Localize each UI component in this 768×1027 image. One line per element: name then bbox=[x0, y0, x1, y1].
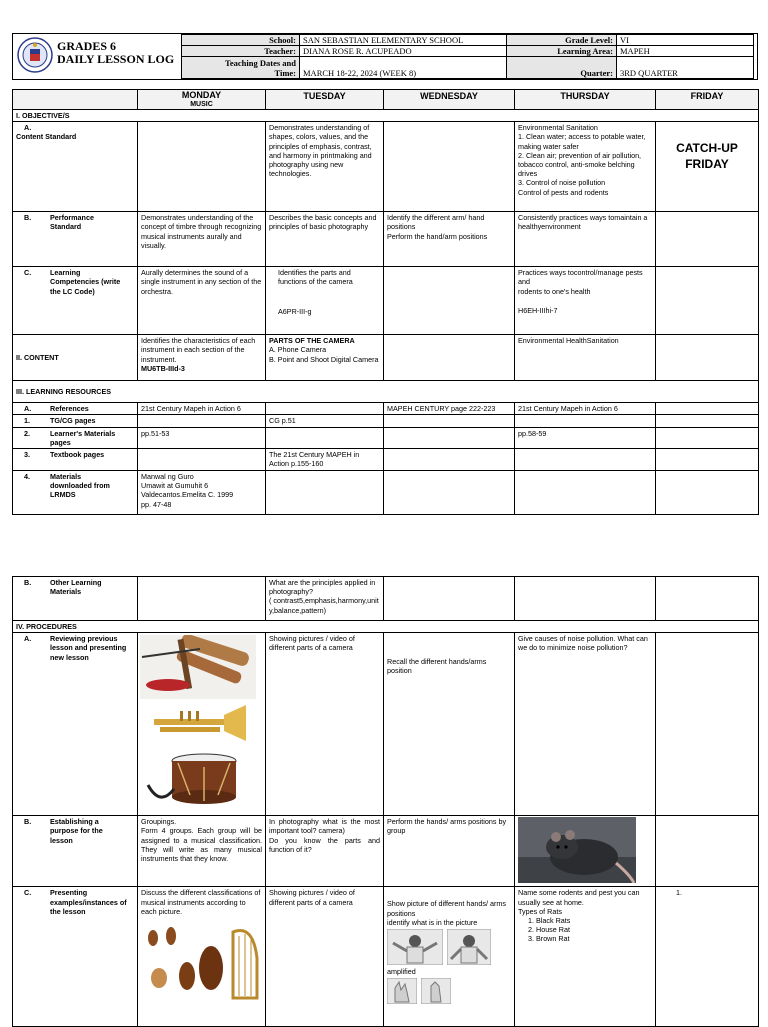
row-letter: C. bbox=[24, 888, 32, 898]
performance-standard-label bbox=[13, 212, 138, 267]
lm-wed bbox=[384, 427, 515, 448]
row-label: Reviewing previous lesson and presenting new lesson bbox=[50, 634, 127, 662]
lm-thu: pp.58-59 bbox=[515, 427, 656, 448]
lesson-log-header bbox=[12, 33, 758, 80]
competency-tue-text: Identifies the parts and functions of the camera bbox=[278, 268, 353, 287]
competency-fri bbox=[656, 267, 759, 335]
presenting-mon bbox=[138, 887, 266, 1027]
row-letter: B. bbox=[24, 817, 32, 827]
lesson-grid-page2 bbox=[12, 576, 759, 1027]
presenting-wed-amplified: amplified bbox=[387, 967, 416, 977]
lrmds-wed bbox=[384, 471, 515, 515]
lm-tue bbox=[266, 427, 384, 448]
hand-position-photos bbox=[387, 929, 511, 965]
rat-type-item: 3. Brown Rat bbox=[536, 934, 652, 943]
row-number: 4. bbox=[24, 472, 30, 482]
review-tue: Showing pictures / video of different parts of a camera bbox=[266, 633, 384, 816]
tg-fri bbox=[656, 415, 759, 427]
content-tue bbox=[266, 335, 384, 381]
row-label: Learner's Materials pages bbox=[50, 428, 116, 447]
purpose-label bbox=[13, 816, 138, 887]
grade-label: Grade Level: bbox=[507, 35, 617, 46]
content-section: II. CONTENT bbox=[13, 335, 138, 381]
performance-wed: Identify the different arm/ hand positions Perform the hand/arm positions bbox=[384, 212, 515, 267]
textbook-thu bbox=[515, 449, 656, 471]
teacher-value: DIANA ROSE R. ACUPEADO bbox=[300, 46, 507, 57]
procedures-section: IV. PROCEDURES bbox=[13, 621, 759, 633]
presenting-thu bbox=[515, 887, 656, 1027]
hand-position-photo-1 bbox=[387, 929, 443, 965]
content-wed bbox=[384, 335, 515, 381]
row-label: Textbook pages bbox=[50, 450, 105, 460]
content-tue-title: PARTS OF THE CAMERA bbox=[269, 336, 355, 346]
tg-thu bbox=[515, 415, 656, 427]
lm-mon: pp.51-53 bbox=[138, 427, 266, 448]
lrmds-mon: Manwal ng Guro Umawit at Gumuhit 6 Valdecantos.Emelita C. 1999 pp. 47-48 bbox=[138, 471, 266, 515]
row-letter: A. bbox=[24, 634, 32, 644]
other-wed bbox=[384, 577, 515, 621]
quarter-value: 3RD QUARTER bbox=[617, 57, 754, 79]
tuesday-header: TUESDAY bbox=[266, 90, 384, 110]
dates-label-line2: Time: bbox=[274, 68, 296, 78]
rat-type-item: 2. House Rat bbox=[536, 925, 652, 934]
row-label: Other Learning Materials bbox=[50, 578, 102, 597]
row-letter: A. bbox=[24, 404, 32, 414]
review-thu: Give causes of noise pollution. What can we do to minimize noise pollution? bbox=[515, 633, 656, 816]
content-mon-text: Identifies the characteristics of each instrument in each section of the instrument. bbox=[141, 336, 256, 364]
tg-wed bbox=[384, 415, 515, 427]
performance-fri bbox=[656, 212, 759, 267]
thursday-header: THURSDAY bbox=[515, 90, 656, 110]
grade-value: VI bbox=[617, 35, 754, 46]
rat-photo-image bbox=[518, 817, 636, 883]
row-letter: A. bbox=[24, 123, 32, 133]
hand-position-photo-2 bbox=[447, 929, 491, 965]
content-standard-tue: Demonstrates understanding of shapes, colors, values, and the principles of emphasis, contrast, and harmony in printmaking and photography using new technologies. bbox=[266, 122, 384, 212]
references-fri bbox=[656, 403, 759, 415]
purpose-wed: Perform the hands/ arms positions by group bbox=[384, 816, 515, 887]
lm-fri bbox=[656, 427, 759, 448]
school-value: SAN SEBASTIAN ELEMENTARY SCHOOL bbox=[300, 35, 507, 46]
competency-thu-text: Practices ways tocontrol/manage pests and rodents to one's health bbox=[518, 268, 643, 296]
textbook-mon bbox=[138, 449, 266, 471]
monday-label: MONDAY bbox=[181, 90, 222, 100]
lrmds-fri bbox=[656, 471, 759, 515]
presenting-wed-text: Show picture of different hands/ arms positions identify what is in the picture bbox=[387, 899, 506, 927]
competency-wed bbox=[384, 267, 515, 335]
content-standard-mon bbox=[138, 122, 266, 212]
deped-seal-icon bbox=[17, 37, 53, 73]
row-label: Performance Standard bbox=[50, 213, 94, 232]
other-thu bbox=[515, 577, 656, 621]
content-standard-wed bbox=[384, 122, 515, 212]
references-mon: 21st Century Mapeh in Action 6 bbox=[138, 403, 266, 415]
content-fri bbox=[656, 335, 759, 381]
amplified-hand-photo-2 bbox=[421, 978, 451, 1004]
amplified-hand-photos bbox=[387, 978, 511, 1004]
competency-thu bbox=[515, 267, 656, 335]
drum-image bbox=[140, 749, 256, 809]
review-mon-pictures bbox=[138, 633, 266, 816]
quarter-label: Quarter: bbox=[507, 57, 617, 79]
row-number: 3. bbox=[24, 450, 30, 460]
catch-up-friday: CATCH-UP FRIDAY bbox=[656, 122, 759, 212]
friday-header: FRIDAY bbox=[656, 90, 759, 110]
content-mon-code: MU6TB-IIId-3 bbox=[141, 363, 185, 373]
lesson-grid-page1 bbox=[12, 89, 759, 515]
area-value: MAPEH bbox=[617, 46, 754, 57]
other-materials-label bbox=[13, 577, 138, 621]
learning-competencies-label bbox=[13, 267, 138, 335]
rat-types-list bbox=[518, 916, 652, 944]
percussion-instruments-image bbox=[140, 635, 256, 699]
presenting-fri: 1. bbox=[656, 887, 759, 1027]
blank-header bbox=[13, 90, 138, 110]
other-fri bbox=[656, 577, 759, 621]
monday-header bbox=[138, 90, 266, 110]
presenting-label bbox=[13, 887, 138, 1027]
content-standard-thu: Environmental Sanitation 1. Clean water; access to potable water, making water safer 2. Clean air; prevention of air pollution, tobacco control, anti-smoke belching drives 3. Control of noise pollution Control of pests and rodents bbox=[515, 122, 656, 212]
presenting-thu-text: Name some rodents and pest you can usually see at home. Types of Rats bbox=[518, 888, 640, 916]
row-letter: B. bbox=[24, 213, 32, 223]
grades-text: GRADES 6 bbox=[57, 39, 117, 53]
row-label: References bbox=[50, 404, 89, 414]
textbook-wed bbox=[384, 449, 515, 471]
references-label bbox=[13, 403, 138, 415]
content-thu: Environmental HealthSanitation bbox=[515, 335, 656, 381]
resources-section: III. LEARNING RESOURCES bbox=[13, 381, 759, 403]
row-letter: C. bbox=[24, 268, 32, 278]
presenting-tue: Showing pictures / video of different parts of a camera bbox=[266, 887, 384, 1027]
trumpet-image bbox=[140, 701, 256, 747]
row-label: Materials downloaded from LRMDS bbox=[50, 472, 110, 500]
lm-pages-label bbox=[13, 427, 138, 448]
competency-mon: Aurally determines the sound of a single instrument in any section of the orchestra. bbox=[138, 267, 266, 335]
other-tue: What are the principles applied in photography? ( contrast5,emphasis,harmony,unity,balance,pattern) bbox=[266, 577, 384, 621]
daily-lesson-log-text: DAILY LESSON LOG bbox=[57, 52, 175, 66]
row-letter: B. bbox=[24, 578, 32, 587]
competency-tue bbox=[266, 267, 384, 335]
content-standard-label bbox=[13, 122, 138, 212]
textbook-pages-label bbox=[13, 449, 138, 471]
lrmds-thu bbox=[515, 471, 656, 515]
row-number: 1. bbox=[24, 416, 30, 426]
presenting-wed bbox=[384, 887, 515, 1027]
content-mon bbox=[138, 335, 266, 381]
lrmds-label bbox=[13, 471, 138, 515]
purpose-mon: Groupings. Form 4 groups. Each group will be assigned to a musical classification. They will write as many musical instruments that they know. bbox=[138, 816, 266, 887]
teacher-label: Teacher: bbox=[182, 46, 300, 57]
amplified-hand-photo-1 bbox=[387, 978, 417, 1004]
school-label: School: bbox=[182, 35, 300, 46]
dates-label bbox=[182, 57, 300, 79]
other-mon bbox=[138, 577, 266, 621]
rat-type-item: 1. Black Rats bbox=[536, 916, 652, 925]
performance-mon: Demonstrates understanding of the concept of timbre through recognizing musical instruments aurally and visually. bbox=[138, 212, 266, 267]
purpose-tue: In photography what is the most important tool? camera) Do you know the parts and function of it? bbox=[266, 816, 384, 887]
review-fri bbox=[656, 633, 759, 816]
area-label: Learning Area: bbox=[507, 46, 617, 57]
textbook-tue: The 21st Century MAPEH in Action p.155-160 bbox=[266, 449, 384, 471]
monday-subject: MUSIC bbox=[190, 101, 213, 108]
purpose-thu bbox=[515, 816, 656, 887]
references-thu: 21st Century Mapeh in Action 6 bbox=[515, 403, 656, 415]
tg-mon bbox=[138, 415, 266, 427]
tg-pages-label bbox=[13, 415, 138, 427]
header-info-table bbox=[181, 34, 754, 79]
purpose-fri bbox=[656, 816, 759, 887]
content-tue-text: A. Phone Camera B. Point and Shoot Digital Camera bbox=[269, 345, 379, 364]
references-tue bbox=[266, 403, 384, 415]
review-label bbox=[13, 633, 138, 816]
review-wed: Recall the different hands/arms position bbox=[384, 633, 515, 816]
dates-value: MARCH 18-22, 2024 (WEEK 8) bbox=[300, 57, 507, 79]
tg-tue: CG p.51 bbox=[266, 415, 384, 427]
row-label: Presenting examples/instances of the lesson bbox=[50, 888, 127, 916]
dates-label-line1: Teaching Dates and bbox=[224, 58, 296, 68]
wednesday-header: WEDNESDAY bbox=[384, 90, 515, 110]
performance-thu: Consistently practices ways tomaintain a healthyenvironment bbox=[515, 212, 656, 267]
competency-thu-code: H6EH-IIIhi-7 bbox=[518, 305, 558, 315]
row-number: 2. bbox=[24, 428, 30, 438]
references-wed: MAPEH CENTURY page 222-223 bbox=[384, 403, 515, 415]
row-label: TG/CG pages bbox=[50, 416, 96, 426]
performance-tue: Describes the basic concepts and principles of basic photography bbox=[266, 212, 384, 267]
competency-tue-code: A6PR-III-g bbox=[278, 306, 312, 316]
objectives-section: I. OBJECTIVE/S bbox=[13, 110, 759, 122]
row-label: Establishing a purpose for the lesson bbox=[50, 817, 103, 845]
textbook-fri bbox=[656, 449, 759, 471]
log-title bbox=[57, 40, 174, 66]
presenting-mon-text: Discuss the different classifications of musical instruments according to each picture. bbox=[141, 888, 261, 916]
string-instruments-image bbox=[141, 918, 261, 1002]
lrmds-tue bbox=[266, 471, 384, 515]
row-label: Content Standard bbox=[16, 132, 77, 142]
row-label: Learning Competencies (write the LC Code) bbox=[50, 268, 121, 296]
